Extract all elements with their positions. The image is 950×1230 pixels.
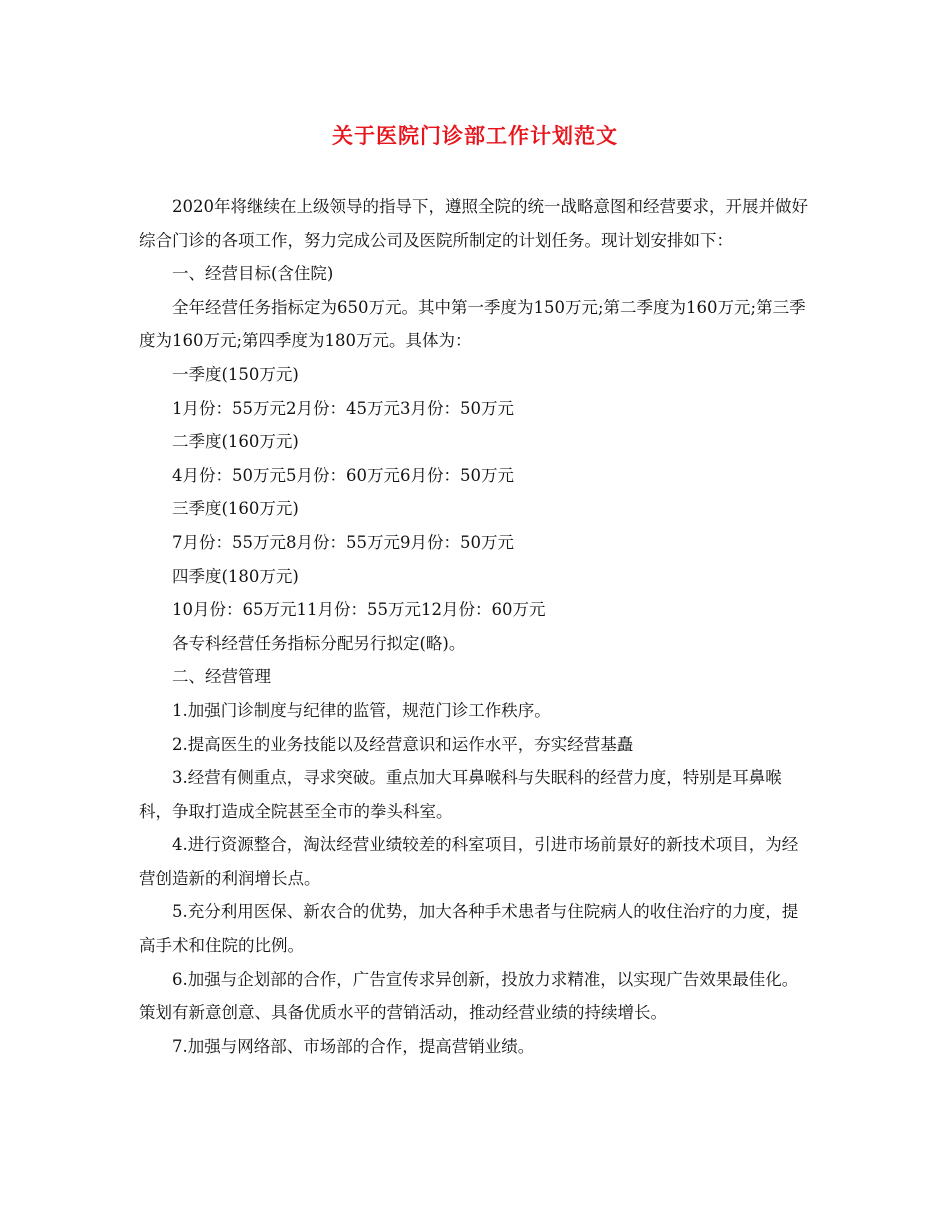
quarter-heading-q3: 三季度(160万元) xyxy=(172,499,299,519)
list-item-3: 3.经营有侧重点，寻求突破。重点加大耳鼻喉科与失眠科的经营力度，特别是耳鼻喉科，争取打造成全院甚至全市的拳头科室。 xyxy=(139,768,782,821)
list-item-7: 7.加强与网络部、市场部的合作，提高营销业绩。 xyxy=(172,1036,535,1056)
quarter-months-q2: 4月份：50万元5月份：60万元6月份：50万元 xyxy=(172,465,514,485)
document-title: 关于医院门诊部工作计划范文 xyxy=(332,123,618,148)
paragraph-intro: 2020年将继续在上级领导的指导下，遵照全院的统一战略意图和经营要求，开展并做好综合门诊的各项工作，努力完成公司及医院所制定的计划任务。现计划安排如下： xyxy=(139,197,808,250)
quarter-months-q4: 10月份：65万元11月份：55万元12月份：60万元 xyxy=(172,600,546,620)
list-item-1: 1.加强门诊制度与纪律的监管，规范门诊工作秩序。 xyxy=(172,700,551,720)
quarter-heading-q2: 二季度(160万元) xyxy=(172,432,299,452)
quarter-months-q3: 7月份：55万元8月份：55万元9月份：50万元 xyxy=(172,532,514,552)
list-item-6: 6.加强与企划部的合作，广告宣传求异创新，投放力求精准，以实现广告效果最佳化。策划有新意创意、具备优质水平的营销活动，推动经营业绩的持续增长。 xyxy=(139,969,799,1023)
list-item-5: 5.充分利用医保、新农合的优势，加大各种手术患者与住院病人的收住治疗的力度，提高手术和住院的比例。 xyxy=(139,902,799,956)
section-heading-goals: 一、经营目标(含住院) xyxy=(172,264,334,284)
quarter-heading-q1: 一季度(150万元) xyxy=(172,364,299,384)
paragraph-department-targets: 各专科经营任务指标分配另行拟定(略)。 xyxy=(172,633,466,653)
quarter-months-q1: 1月份：55万元2月份：45万元3月份：50万元 xyxy=(172,398,514,418)
list-item-2: 2.提高医生的业务技能以及经营意识和运作水平，夯实经营基矗 xyxy=(172,734,634,754)
section-heading-management: 二、经营管理 xyxy=(172,667,271,687)
list-item-4: 4.进行资源整合，淘汰经营业绩较差的科室项目，引进市场前景好的新技术项目，为经营创造新的利润增长点。 xyxy=(139,835,799,888)
document-body xyxy=(139,190,813,1063)
paragraph-annual-target: 全年经营任务指标定为650万元。其中第一季度为150万元;第二季度为160万元;第三季度为160万元;第四季度为180万元。具体为： xyxy=(139,297,806,351)
quarter-heading-q4: 四季度(180万元) xyxy=(172,566,299,586)
